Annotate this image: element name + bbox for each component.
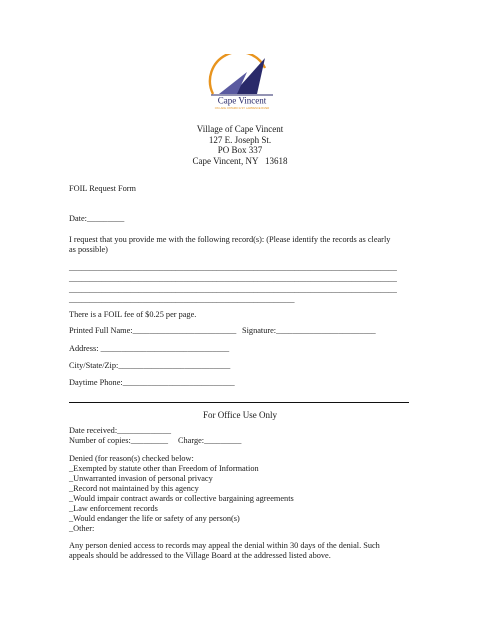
appeal-notice-line-2: appeals should be addressed to the Village Board at the addressed listed above. (69, 551, 331, 560)
address-line-4: Cape Vincent, NY 13618 (192, 155, 288, 166)
appeal-notice-line-1: Any person denied access to records may appeal the denial within 30 days of the denial. Such (69, 541, 380, 550)
records-line[interactable]: ________________________________________________________________________________ (69, 274, 397, 283)
address-field[interactable]: Address: _______________________________ (69, 344, 230, 353)
charge-field[interactable]: Charge:_________ (178, 436, 242, 445)
records-line[interactable]: _______________________________________________________ (69, 295, 295, 304)
records-line[interactable]: ________________________________________________________________________________ (69, 285, 397, 294)
request-instructions-line-2: as possible) (69, 245, 108, 254)
denied-heading: Denied (for reason(s) checked below: (69, 454, 194, 463)
denial-reason[interactable]: _Other: (69, 524, 95, 533)
svg-text:ON LAKE ONTARIO & ST. LAWRENCE: ON LAKE ONTARIO & ST. LAWRENCE RIVER (214, 107, 270, 110)
section-divider (69, 402, 409, 403)
request-instructions-line-1: I request that you provide me with the following record(s): (Please identify the records as clearly (69, 235, 391, 244)
date-received-field[interactable]: Date received:_____________ (69, 426, 172, 435)
signature-field[interactable]: Signature:________________________ (242, 326, 376, 335)
denial-reason[interactable]: _Record not maintained by this agency (69, 484, 199, 493)
svg-text:Cape Vincent: Cape Vincent (217, 95, 267, 106)
office-use-title: For Office Use Only (202, 410, 278, 420)
address-line-1: Village of Cape Vincent (196, 124, 284, 134)
daytime-phone-field[interactable]: Daytime Phone:___________________________ (69, 378, 235, 387)
number-of-copies-field[interactable]: Number of copies:_________ (69, 436, 169, 445)
denial-reason[interactable]: _Exempted by statute other than Freedom of Information (69, 464, 259, 473)
form-title: FOIL Request Form (69, 184, 136, 193)
records-line[interactable]: ________________________________________________________________________________ (69, 263, 397, 272)
fee-notice: There is a FOIL fee of $0.25 per page. (69, 310, 197, 319)
address-line-2: 127 E. Joseph St. (208, 134, 272, 145)
city-state-zip-field[interactable]: City/State/Zip:___________________________ (69, 361, 231, 370)
denial-reason[interactable]: _Law enforcement records (69, 504, 158, 513)
cape-vincent-logo (203, 54, 281, 110)
printed-name-field[interactable]: Printed Full Name:_________________________ (69, 326, 237, 335)
address-line-3: PO Box 337 (217, 145, 263, 155)
denial-reason[interactable]: _Would endanger the life or safety of any person(s) (69, 514, 240, 523)
denial-reason[interactable]: _Would impair contract awards or collective bargaining agreements (69, 494, 294, 503)
date-field[interactable]: Date:_________ (69, 214, 125, 223)
denial-reason[interactable]: _Unwarranted invasion of personal privacy (69, 474, 213, 483)
